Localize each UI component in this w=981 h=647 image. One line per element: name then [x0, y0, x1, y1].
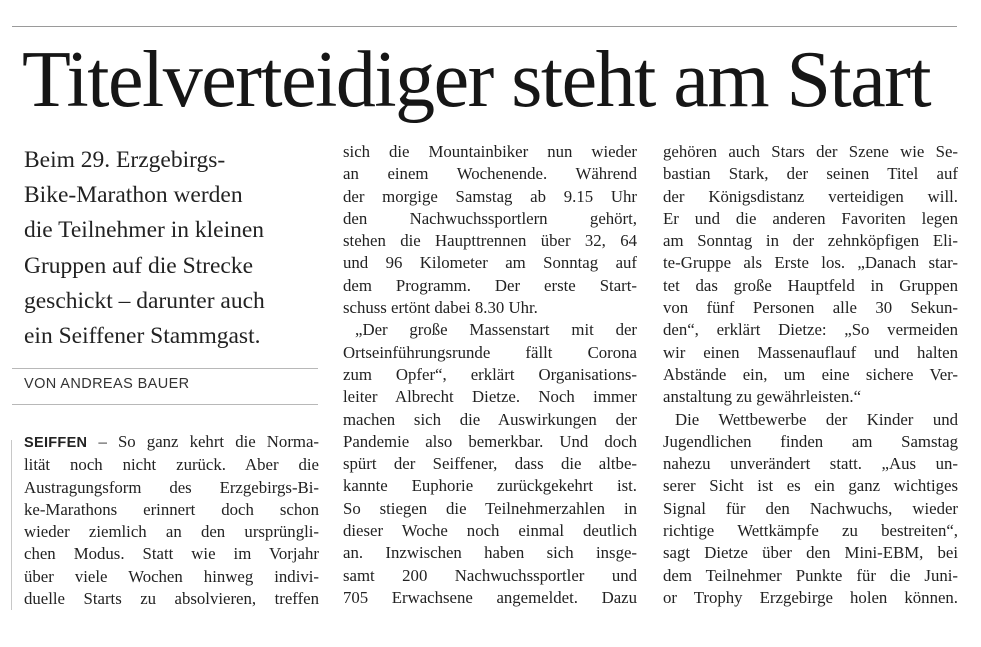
article-column-2	[343, 141, 637, 609]
column-line: nahezu unverändert statt. „Aus un-	[663, 454, 958, 474]
column-line: stehen die Haupttrennen über 32, 64	[343, 231, 637, 251]
column-line: lität noch nicht zurück. Aber die	[24, 455, 319, 475]
column-line: an einem Wochenende. Während	[343, 164, 637, 184]
column-line: und 96 Kilometer am Sonntag auf	[343, 253, 637, 273]
top-rule	[12, 26, 957, 27]
column-line: chen Modus. Statt wie im Vorjahr	[24, 544, 319, 564]
column-line: leiter Albrecht Dietze. Noch immer	[343, 387, 637, 407]
column-line: sagt Dietze über den Mini-EBM, bei	[663, 543, 958, 563]
byline-divider-bottom	[12, 404, 318, 405]
column-line: „Der große Massenstart mit der	[355, 320, 637, 340]
column-line: Er und die anderen Favoriten legen	[663, 208, 958, 228]
column-line: duelle Starts zu absolvieren, treffen	[24, 589, 319, 609]
column-line: kannte Euphorie zurückgekehrt ist.	[343, 476, 637, 496]
column-line: am Sonntag in der zehnköpfigen Eli-	[663, 231, 958, 251]
lead-line: Bike-Marathon werden	[24, 182, 243, 209]
column-line: wir einen Massenauflauf und halten	[663, 342, 958, 362]
lead-line: Gruppen auf die Strecke	[24, 252, 254, 279]
column-line: von fünf Personen alle 30 Sekun-	[663, 298, 958, 318]
lead-line: Beim 29. Erzgebirgs-	[24, 147, 226, 173]
column-line: Signal für den Nachwuchs, wieder	[663, 498, 958, 518]
column-line: te-Gruppe als Erste los. „Danach star-	[663, 253, 958, 273]
page-edge-line	[11, 440, 12, 610]
column-line: So stiegen die Teilnehmerzahlen in	[343, 498, 637, 518]
article-column-1	[24, 431, 319, 610]
column-line: Pandemie also bemerkbar. Und doch	[343, 431, 637, 451]
lead-line: geschickt – darunter auch	[24, 287, 265, 314]
column-line: dem Programm. Der erste Start-	[343, 275, 637, 295]
column-line: anstaltung zu gewährleisten.“	[663, 387, 862, 407]
column-line: Jugendlichen finden am Samstag	[663, 431, 958, 451]
column-line: dem Teilnehmer Punkte für die Juni-	[663, 565, 958, 585]
column-line: Die Wettbewerbe der Kinder und	[675, 409, 958, 429]
column-line: den Nachwuchssportlern gehört,	[343, 208, 637, 228]
column-line: gehören auch Stars der Szene wie Se-	[663, 142, 958, 161]
lead-paragraph	[24, 143, 324, 354]
column-line: richtige Wettkämpfe zu bestreiten“,	[663, 521, 958, 541]
column-line: sich die Mountainbiker nun wieder	[343, 142, 637, 161]
byline: VON ANDREAS BAUER	[24, 376, 190, 392]
column-line: bastian Stark, der seinen Titel auf	[663, 164, 958, 184]
column-line: tet das große Hauptfeld in Gruppen	[663, 275, 958, 295]
column-line: 705 Erwachsene angemeldet. Dazu	[343, 587, 637, 607]
column-line: schuss ertönt dabei 8.30 Uhr.	[343, 298, 538, 318]
column-line: spürt der Seiffener, dass die altbe-	[343, 454, 637, 474]
column-line: dieser Woche noch einmal deutlich	[343, 521, 637, 541]
column-line: SEIFFEN – So ganz kehrt die Norma-	[24, 432, 319, 451]
column-line: ke-Marathons erinnert doch schon	[24, 499, 319, 519]
column-line: den“, erklärt Dietze: „So vermeiden	[663, 320, 958, 340]
column-line: Ortseinführungsrunde fällt Corona	[343, 342, 637, 362]
column-line: machen sich die Auswirkungen der	[343, 409, 637, 429]
column-line: an. Inzwischen haben sich insge-	[343, 543, 637, 563]
article-column-3	[663, 141, 958, 609]
headline: Titelverteidiger steht am Start	[22, 36, 931, 124]
column-line: wieder ziemlich an den ursprüngli-	[24, 522, 319, 542]
byline-divider-top	[12, 368, 318, 369]
column-line: zum Opfer“, erklärt Organisations-	[343, 364, 637, 384]
column-line: der Königsdistanz verteidigen will.	[663, 186, 958, 206]
column-line: or Trophy Erzgebirge holen können.	[663, 587, 958, 607]
lead-line: ein Seiffener Stammgast.	[24, 323, 261, 350]
dateline: SEIFFEN	[24, 435, 88, 451]
column-line: der morgige Samstag ab 9.15 Uhr	[343, 186, 637, 206]
column-line: über viele Wochen hinweg indivi-	[24, 566, 319, 586]
column-line: serer Sicht ist es ein ganz wichtiges	[663, 476, 958, 496]
lead-line: die Teilnehmer in kleinen	[24, 217, 265, 244]
column-line: samt 200 Nachwuchssportler und	[343, 565, 637, 585]
column-line: Abstände ein, um eine sichere Ver-	[663, 364, 958, 384]
column-line: Austragungsform des Erzgebirgs-Bi-	[24, 477, 319, 497]
